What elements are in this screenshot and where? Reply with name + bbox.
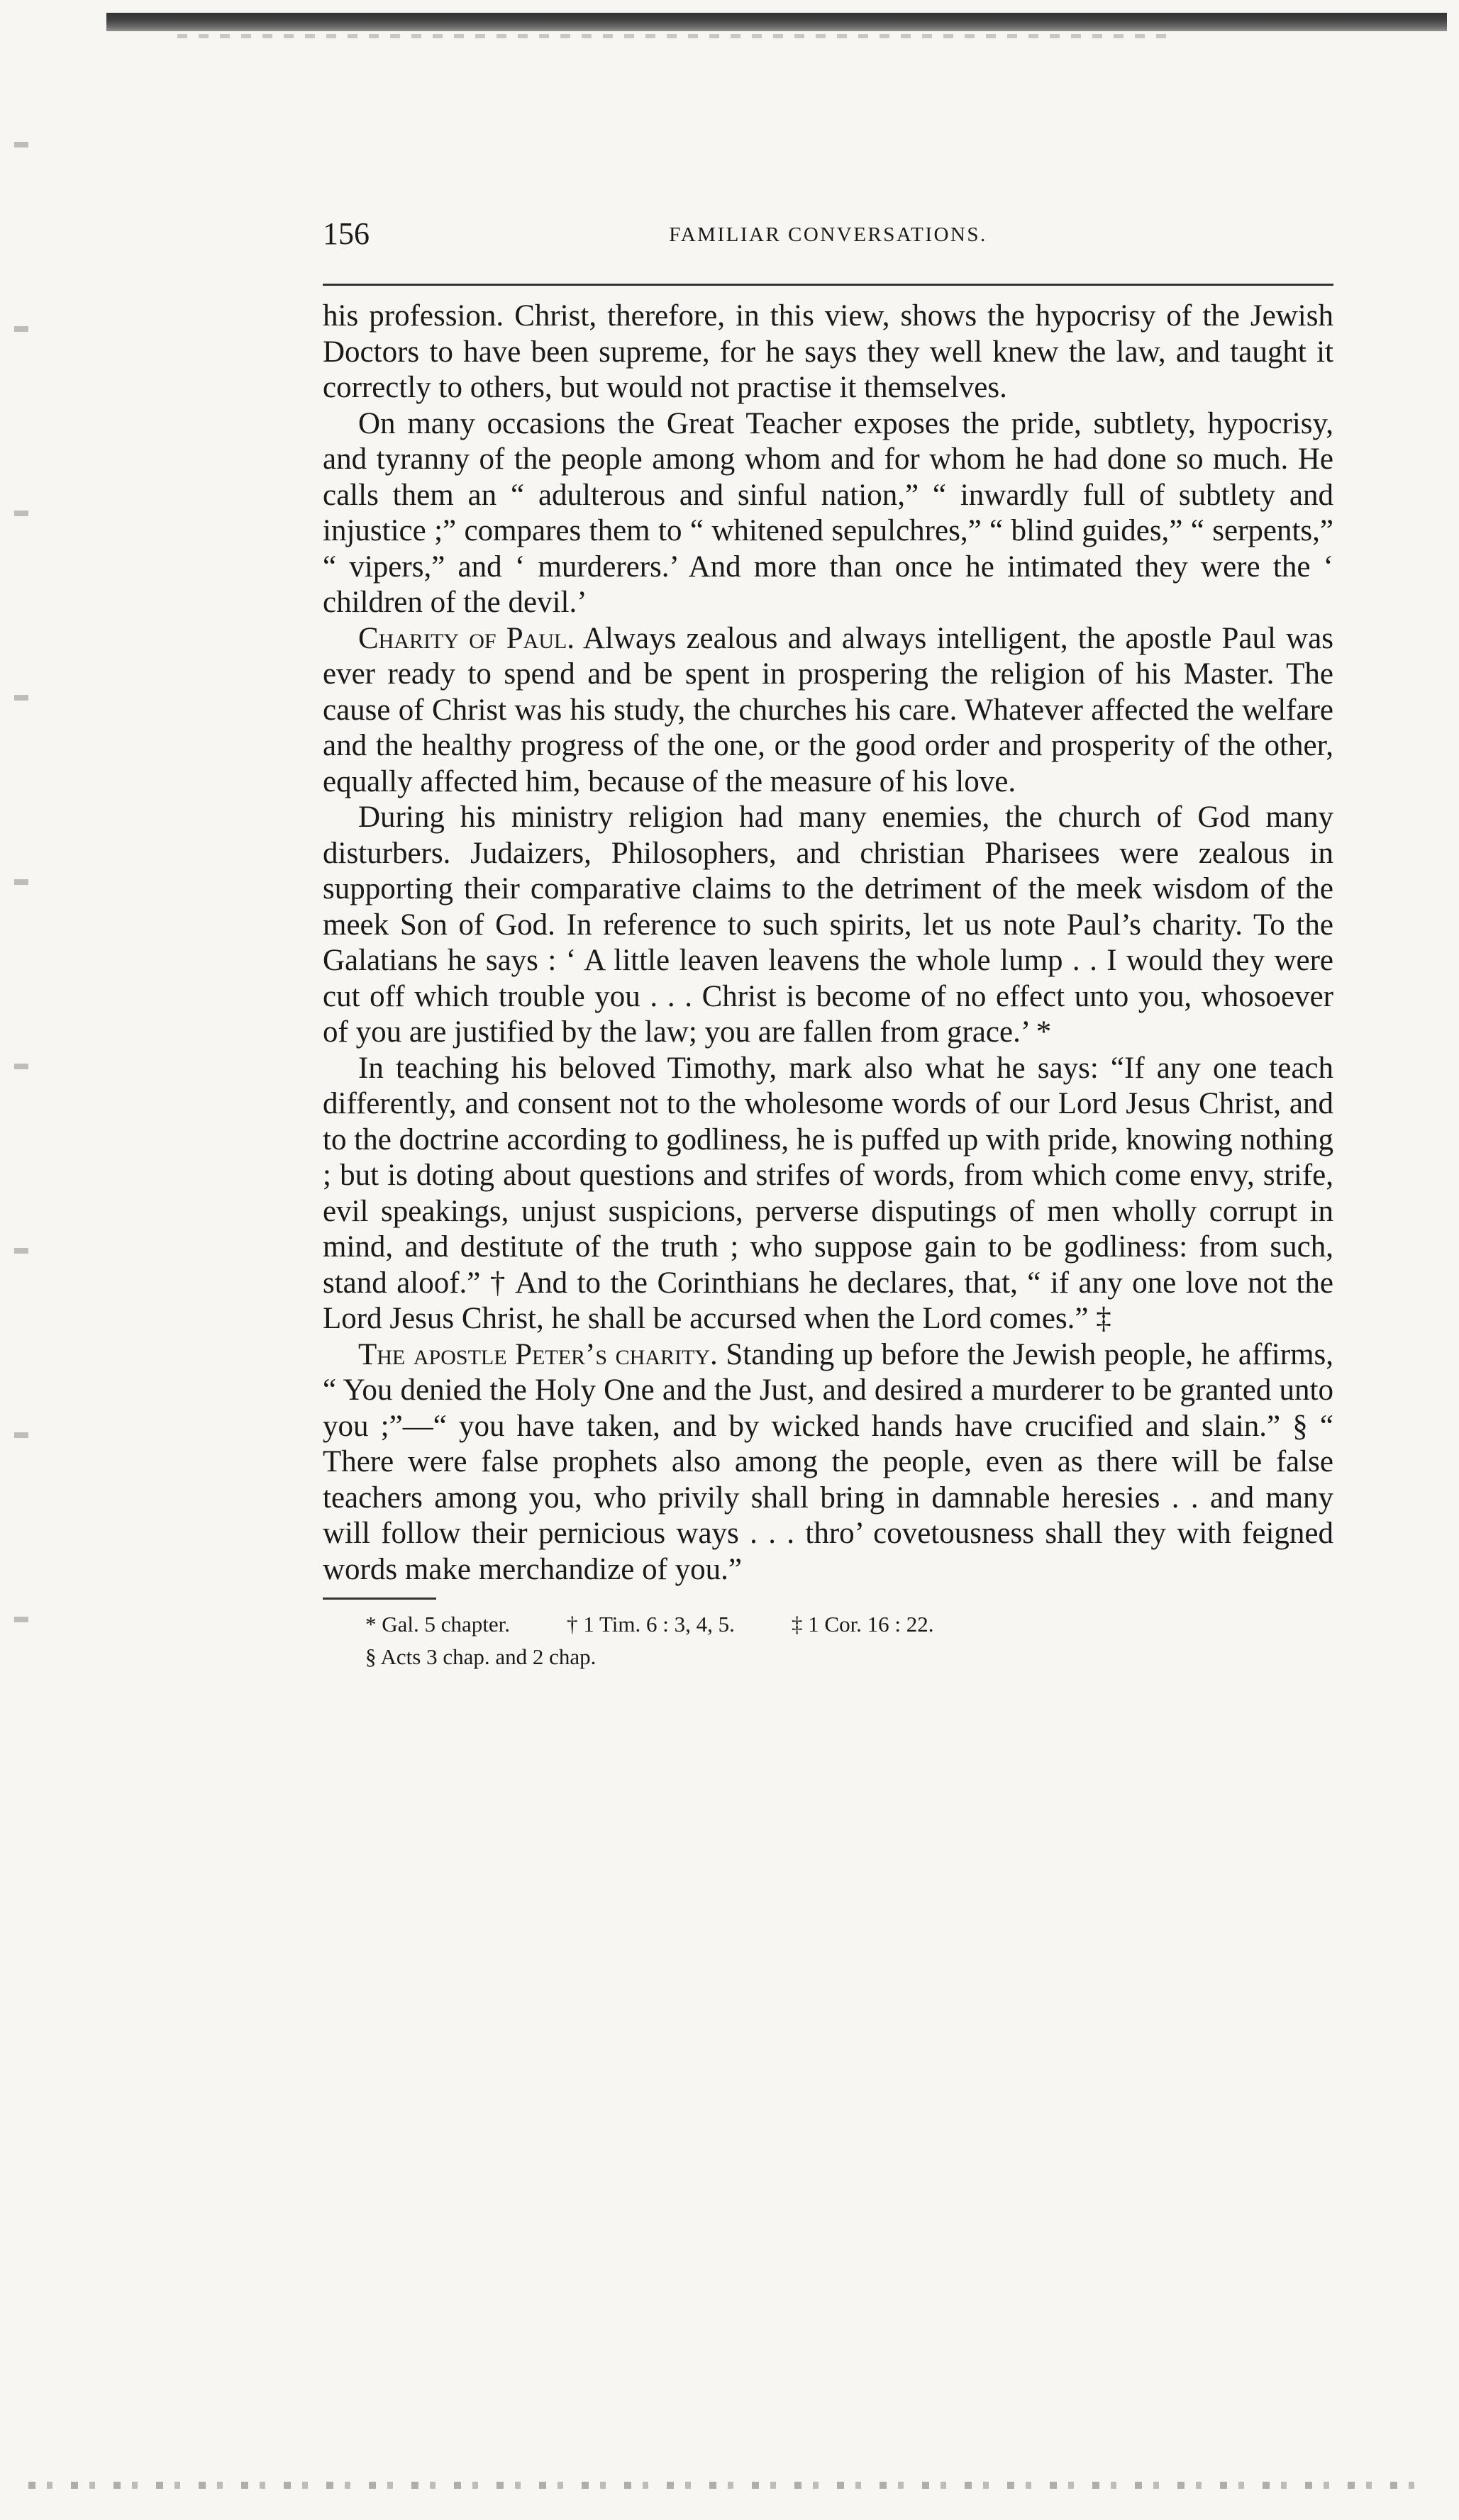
footnote-line-1	[365, 1608, 1333, 1641]
footnote-cor: ‡ 1 Cor. 16 : 22.	[791, 1612, 934, 1637]
running-head	[323, 213, 1333, 255]
footnote-tim: † 1 Tim. 6 : 3, 4, 5.	[567, 1612, 735, 1637]
scan-noise-top	[177, 34, 1170, 38]
paragraph-3-text: Always zealous and always intelligent, the apostle Paul was ever ready to spend and be spent in prospering the religion of his Master. The cause of Christ was his study, the churches his care. Whatever affected the welfare and the healthy progress of the one, or the good order and prosperity of the other, equally affected him, because of the measure of his love.	[323, 621, 1333, 798]
paragraph-6-text: Standing up before the Jewish people, he affirms, “ You denied the Holy One and the Just, and desired a murderer to be granted unto you ;”—“ you have taken, and by wicked hands have crucified and slain.” § “ There were false prophets also among the people, even as there will be false teachers among you, who privily shall bring in damnable heresies . . and many will follow their pernicious ways . . . thro’ covetousness shall they with feigned words make merchandize of you.”	[323, 1337, 1334, 1586]
paragraph-2: On many occasions the Great Teacher exposes the pride, subtlety, hypocrisy, and tyranny of the people among whom and for whom he had done so much. He calls them an “ adulterous and sinful nation,” “ inwardly full of subtlety and injustice ;” compares them to “ whitened sepulchres,” “ blind guides,” “ serpents,” “ vipers,” and ‘ murderers.’ And more than once he intimated they were the ‘ children of the devil.’	[323, 406, 1333, 619]
scan-noise-bottom	[28, 2482, 1433, 2489]
book-page	[323, 213, 1333, 1673]
scan-edge-top	[106, 13, 1447, 31]
footnote-rule	[323, 1598, 436, 1600]
header-rule	[323, 284, 1333, 286]
paragraph-4: During his ministry religion had many enemies, the church of God many disturbers. Judaizers, Philosophers, and christian Pharisees were zealous in supporting their comparative claims to the detriment of the meek wisdom of the meek Son of God. In reference to such spirits, let us note Paul’s charity. To the Galatians he says : ‘ A little leaven leavens the whole lump . . I would they were cut off which trouble you . . . Christ is become of no effect unto you, whosoever of you are justified by the law; you are fallen from grace.’ *	[323, 801, 1333, 1049]
body-text	[323, 299, 1333, 1588]
footnote-gal: * Gal. 5 chapter.	[365, 1612, 511, 1637]
paragraph-6	[323, 1337, 1333, 1588]
page-number: 156	[323, 216, 370, 251]
paragraph-3	[323, 621, 1333, 801]
section-heading-charity-of-paul: Charity of Paul.	[358, 621, 575, 655]
footnote-acts: § Acts 3 chap. and 2 chap.	[365, 1644, 597, 1669]
footnote-line-2	[365, 1641, 1333, 1673]
footnotes	[365, 1608, 1333, 1673]
running-title: FAMILIAR CONVERSATIONS.	[669, 223, 987, 246]
section-heading-peters-charity: The apostle Peter’s charity.	[358, 1337, 718, 1371]
paragraph-5: In teaching his beloved Timothy, mark also what he says: “If any one teach differently, and consent not to the wholesome words of our Lord Jesus Christ, and to the doctrine according to godliness, he is puffed up with pride, knowing nothing ; but is doting about questions and strifes of words, from which come envy, strife, evil speakings, unjust suspicions, perverse disputings of men wholly corrupt in mind, and destitute of the truth ; who suppose gain to be godliness: from such, stand aloof.” † And to the Corinthians he declares, that, “ if any one love not the Lord Jesus Christ, he shall be accursed when the Lord comes.” ‡	[323, 1051, 1333, 1335]
paragraph-1: his profession. Christ, therefore, in this view, shows the hypocrisy of the Jewish Doctors to have been supreme, for he says they well knew the law, and taught it correctly to others, but would not practise it themselves.	[323, 299, 1333, 404]
scan-noise-left	[14, 57, 28, 1758]
